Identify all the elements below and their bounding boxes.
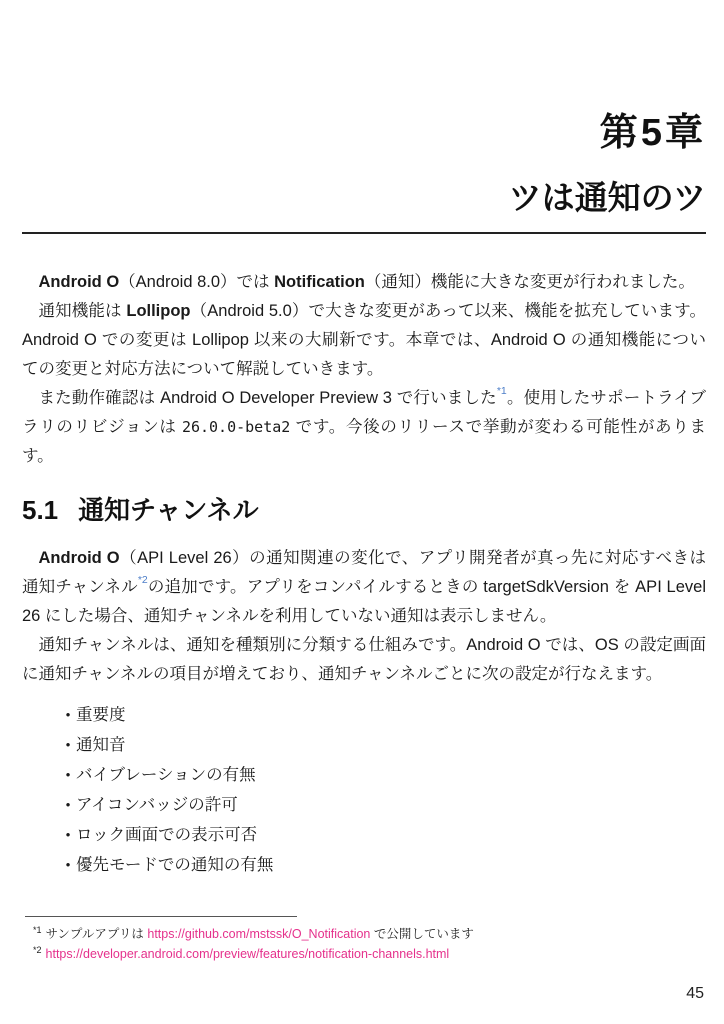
footnote-marker: *1 xyxy=(33,925,42,935)
list-item xyxy=(60,850,706,880)
bullet-icon: • xyxy=(65,707,71,722)
footnote-link[interactable]: https://developer.android.com/preview/features/notification-channels.html xyxy=(45,947,450,961)
text-segment: です。今後のリリースで挙動が変わる可能性があります。 xyxy=(22,418,706,465)
section-title: 通知チャンネル xyxy=(78,495,259,525)
text-segment: （API Level 26）の通知関連の変化で、アプリ開発者が真っ先に対応すべきは通知チャンネル xyxy=(22,549,707,596)
footnote-text: で公開しています xyxy=(370,927,474,941)
footnote-link[interactable]: https://github.com/mstssk/O_Notification xyxy=(147,927,371,941)
text-segment: の追加です。アプリをコンパイルするときの targetSdkVersion を API Level 26 にした場合、通知チャンネルを利用していない通知は表示しません。 xyxy=(22,578,706,625)
bold-term: Lollipop xyxy=(126,302,191,320)
footnote-2 xyxy=(22,944,682,964)
footnote-1 xyxy=(22,924,682,944)
list-item-label: アイコンバッジの許可 xyxy=(76,796,238,814)
bold-term: Android O xyxy=(38,549,120,567)
bullet-icon: • xyxy=(65,797,71,812)
list-item-label: 優先モードでの通知の有無 xyxy=(76,856,274,874)
bullet-icon: • xyxy=(65,857,71,872)
list-item xyxy=(60,790,706,820)
text-segment: （Android 8.0）では xyxy=(119,273,275,291)
bullet-icon: • xyxy=(65,767,71,782)
list-item-label: ロック画面での表示可否 xyxy=(76,826,258,844)
list-item-label: バイブレーションの有無 xyxy=(76,766,256,784)
list-item xyxy=(60,730,706,760)
page-number: 45 xyxy=(686,985,704,1002)
intro-paragraph-1 xyxy=(22,268,706,297)
section-number: 5.1 xyxy=(22,495,59,525)
list-item xyxy=(60,820,706,850)
footnote-ref-2-link[interactable]: *2 xyxy=(137,574,148,586)
footnote-text: サンプルアプリは xyxy=(45,927,148,941)
list-item-label: 通知音 xyxy=(76,736,126,754)
list-item-label: 重要度 xyxy=(76,706,126,724)
chapter-divider-rule xyxy=(22,232,706,234)
inline-code-version: 26.0.0-beta2 xyxy=(181,418,291,436)
section-heading-5-1 xyxy=(22,495,706,525)
text-segment: 通知機能は xyxy=(38,302,127,320)
bullet-icon: • xyxy=(65,737,71,752)
footnote-divider-rule xyxy=(25,916,297,917)
bold-term: Notification xyxy=(274,273,365,291)
chapter-title: ツは通知のツ xyxy=(508,179,706,216)
footnote-marker: *2 xyxy=(33,945,42,955)
section-paragraph-2 xyxy=(22,631,706,689)
bold-term: Android O xyxy=(38,273,120,291)
channel-settings-list xyxy=(22,700,706,880)
text-segment: 。使用したサポートライブラリのリビジョンは xyxy=(22,389,707,436)
intro-paragraph-3 xyxy=(22,384,706,471)
section-paragraph-1 xyxy=(22,544,706,631)
text-segment: （Android 5.0）で大きな変更があって以来、機能を拡充しています。Android O での変更は Lollipop 以来の大刷新です。本章では、Android O の通知機能についての変更と対応方法について解説していきます。 xyxy=(22,302,706,378)
footnote-ref-1-link[interactable]: *1 xyxy=(496,385,507,397)
text-segment: （通知）機能に大きな変更が行われました。 xyxy=(364,273,695,291)
bullet-icon: • xyxy=(65,827,71,842)
list-item xyxy=(60,700,706,730)
text-segment: 通知チャンネルは、通知を種類別に分類する仕組みです。Android O では、OS の設定画面に通知チャンネルの項目が増えており、通知チャンネルごとに次の設定が行なえます。 xyxy=(22,636,706,683)
body-content xyxy=(22,268,706,880)
intro-paragraph-2 xyxy=(22,297,706,384)
chapter-number: 第5章 xyxy=(599,112,706,154)
text-segment: また動作確認は Android O Developer Preview 3 で行いました xyxy=(38,389,497,407)
list-item xyxy=(60,760,706,790)
footnotes-section xyxy=(22,916,682,964)
chapter-header xyxy=(22,114,706,214)
